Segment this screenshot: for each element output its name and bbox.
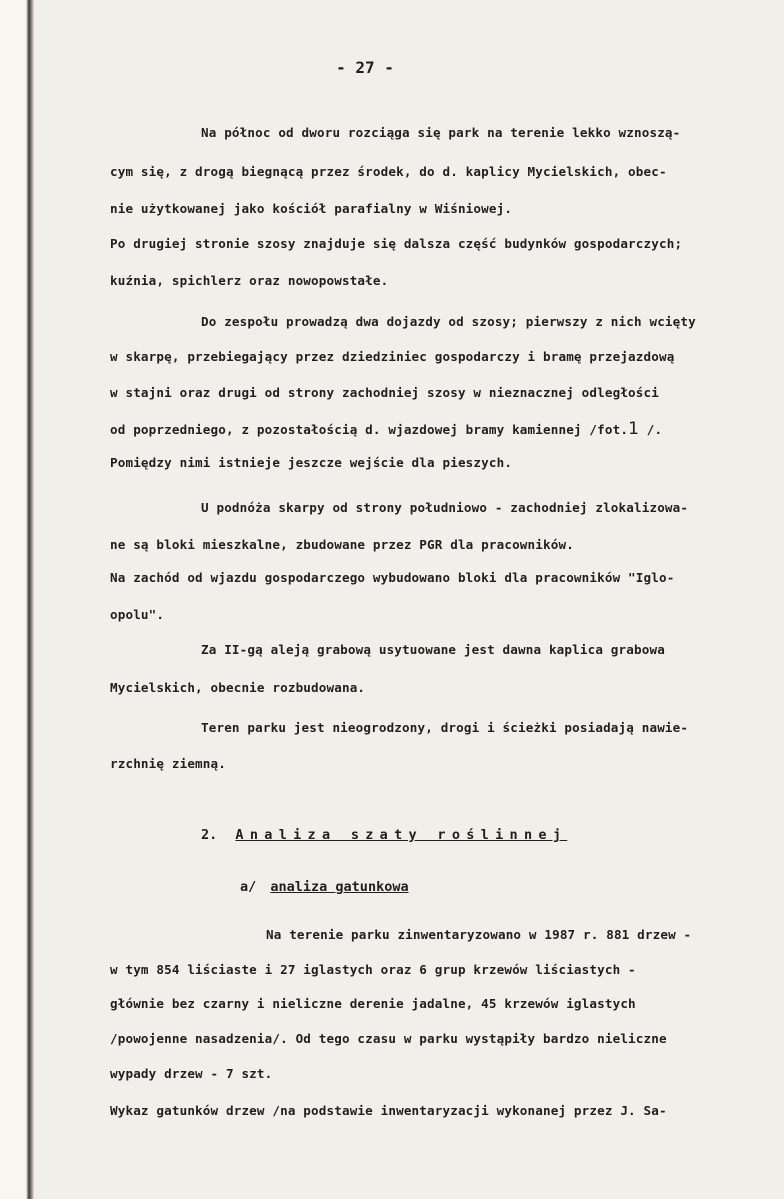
- subsection-heading: [240, 879, 409, 895]
- text-line: w stajni oraz drugi od strony zachodniej szosy w nieznacznej odległości: [110, 385, 659, 400]
- text-segment: /.: [639, 422, 663, 437]
- page-number: - 27 -: [336, 58, 394, 77]
- text-segment: od poprzedniego, z pozostałością d. wjazdowej bramy kamiennej /fot.: [110, 422, 629, 437]
- text-line: Pomiędzy nimi istnieje jeszcze wejście dla pieszych.: [110, 455, 513, 470]
- text-line: cym się, z drogą biegnącą przez środek, do d. kaplicy Mycielskich, obec-: [110, 164, 667, 179]
- text-line: Do zespołu prowadzą dwa dojazdy od szosy; pierwszy z nich wcięty: [201, 314, 696, 329]
- text-line: wypady drzew - 7 szt.: [110, 1066, 273, 1081]
- text-line: w skarpę, przebiegający przez dziedziniec gospodarczy i bramę przejazdową: [110, 349, 675, 364]
- subsection-prefix: a/: [240, 879, 257, 895]
- text-line: opolu".: [110, 607, 165, 622]
- text-line: Na północ od dworu rozciąga się park na terenie lekko wznoszą-: [201, 125, 681, 140]
- text-line: Wykaz gatunków drzew /na podstawie inwentaryzacji wykonanej przez J. Sa-: [110, 1103, 667, 1118]
- text-line: Za II-gą aleją grabową usytuowane jest dawna kaplica grabowa: [201, 642, 665, 657]
- text-line: Na terenie parku zinwentaryzowano w 1987 r. 881 drzew -: [266, 927, 692, 942]
- subsection-title: analiza gatunkowa: [270, 879, 409, 895]
- text-line: w tym 854 liściaste i 27 iglastych oraz 6 grup krzewów liściastych -: [110, 962, 636, 977]
- text-line: ne są bloki mieszkalne, zbudowane przez PGR dla pracowników.: [110, 537, 574, 552]
- text-line: głównie bez czarny i nieliczne derenie jadalne, 45 krzewów iglastych: [110, 996, 636, 1011]
- text-line-photo-ref: [110, 419, 662, 439]
- text-line: /powojenne nasadzenia/. Od tego czasu w parku wystąpiły bardzo nieliczne: [110, 1031, 667, 1046]
- text-line: Mycielskich, obecnie rozbudowana.: [110, 680, 366, 695]
- text-line: Na zachód od wjazdu gospodarczego wybudowano bloki dla pracowników "Iglo-: [110, 570, 675, 585]
- section-number: 2.: [201, 827, 218, 843]
- text-line: rzchnię ziemną.: [110, 756, 226, 771]
- text-line: Teren parku jest nieogrodzony, drogi i ścieżki posiadają nawie-: [201, 720, 689, 735]
- text-line: nie użytkowanej jako kościół parafialny w Wiśniowej.: [110, 201, 513, 216]
- text-line: U podnóża skarpy od strony południowo - zachodniej zlokalizowa-: [201, 500, 689, 515]
- handwritten-photo-number: 1: [628, 419, 640, 439]
- page-edge: [0, 0, 34, 1199]
- text-line: Po drugiej stronie szosy znajduje się dalsza część budynków gospodarczych;: [110, 236, 683, 251]
- text-line: kuźnia, spichlerz oraz nowopowstałe.: [110, 273, 389, 288]
- section-title: Analiza szaty roślinnej: [235, 827, 568, 843]
- section-heading: [201, 827, 567, 843]
